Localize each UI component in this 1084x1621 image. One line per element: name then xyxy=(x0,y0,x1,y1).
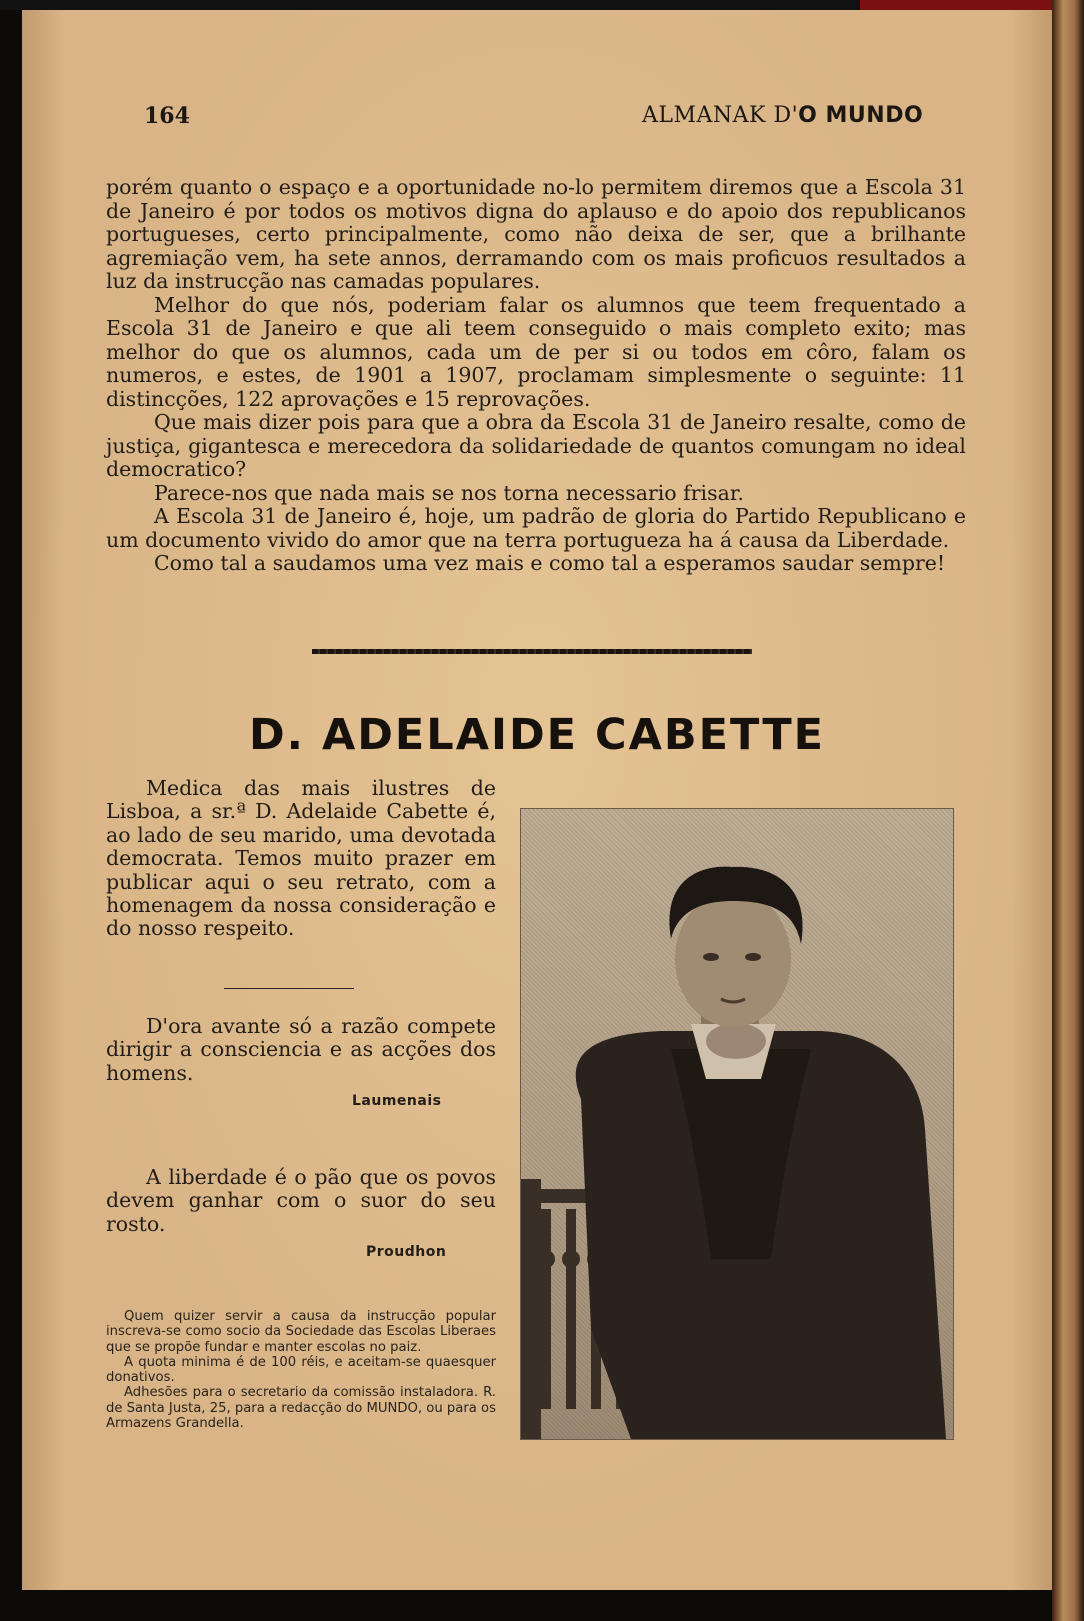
section-divider xyxy=(312,649,752,654)
notice-box xyxy=(106,1309,496,1431)
portrait-photo xyxy=(520,808,954,1440)
quote-separator xyxy=(224,988,354,989)
blurb-text: Medica das mais ilustres de Lisboa, a sr.ª D. Adelaide Cabette é, ao lado de seu marido, uma devotada democrata. Temos muito prazer em publicar aqui o seu retrato, com a homenagem da nossa consideração e do nosso respeito. xyxy=(106,776,496,941)
notice-paragraph: A quota minima é de 100 réis, e aceitam-se quaesquer donativos. xyxy=(106,1354,496,1386)
running-title xyxy=(642,103,923,128)
quote-text: A liberdade é o pão que os povos devem ganhar com o suor do seu rosto. xyxy=(106,1165,496,1236)
notice-paragraph: Quem quizer servir a causa da instrucção popular inscreva-se como socio da Sociedade das Escolas Liberaes que se propõe fundar e manter escolas no paiz. xyxy=(106,1309,496,1355)
quote xyxy=(106,1015,496,1085)
article-continuation xyxy=(106,176,966,576)
paragraph: A Escola 31 de Janeiro é, hoje, um padrão de gloria do Partido Republicano e um documento vivido do amor que na terra portugueza ha á causa da Liberdade. xyxy=(106,504,966,552)
article-title: D. ADELAIDE CABETTE xyxy=(248,710,826,760)
paragraph: Como tal a saudamos uma vez mais e como tal a esperamos saudar sempre! xyxy=(154,551,946,575)
portrait-illustration xyxy=(521,809,953,1439)
quote xyxy=(106,1166,496,1236)
book-spine xyxy=(1052,0,1084,1621)
page-header xyxy=(22,103,1052,139)
hand-shape xyxy=(706,1023,766,1059)
article-blurb xyxy=(106,777,496,941)
running-title-brand: O MUNDO xyxy=(798,103,924,128)
notice-paragraph: Adhesões para o secretario da comissão instaladora. R. de Santa Justa, 25, para a redacção do MUNDO, ou para os Armazens Grandella. xyxy=(106,1385,496,1432)
almanac-page xyxy=(22,10,1052,1590)
paragraph: Que mais dizer pois para que a obra da Escola 31 de Janeiro resalte, como de justiça, gigantesca e merecedora da solidariedade de quantos comungam no ideal democratico? xyxy=(106,410,966,481)
paragraph: Melhor do que nós, poderiam falar os alumnos que teem frequentado a Escola 31 de Janeiro e que ali teem conseguido o mais completo exito; mas melhor do que os alumnos, cada um de per si ou todos em côro, falam os numeros, e estes, de 1901 a 1907, proclamam simplesmente o seguinte: 11 distincções, 122 aprovações e 15 reprovações. xyxy=(106,292,966,411)
quote-author: Proudhon xyxy=(366,1244,447,1260)
face-shape xyxy=(675,891,791,1027)
running-title-prefix: ALMANAK D' xyxy=(642,103,799,128)
page-number: 164 xyxy=(144,103,190,129)
quote-author: Laumenais xyxy=(352,1093,442,1109)
paragraph: Parece-nos que nada mais se nos torna necessario frisar. xyxy=(154,480,744,505)
paragraph: porém quanto o espaço e a oportunidade no-lo permitem diremos que a Escola 31 de Janeiro é por todos os motivos digna do aplauso e do apoio dos republicanos portugueses, certo principalmente, como não deixa de ser, que a brilhante agremiação vem, ha sete annos, derramando com os mais proficuos resultados a luz da instrucção nas camadas populares. xyxy=(106,175,966,293)
quote-text: D'ora avante só a razão compete dirigir a consciencia e as acções dos homens. xyxy=(106,1014,496,1085)
